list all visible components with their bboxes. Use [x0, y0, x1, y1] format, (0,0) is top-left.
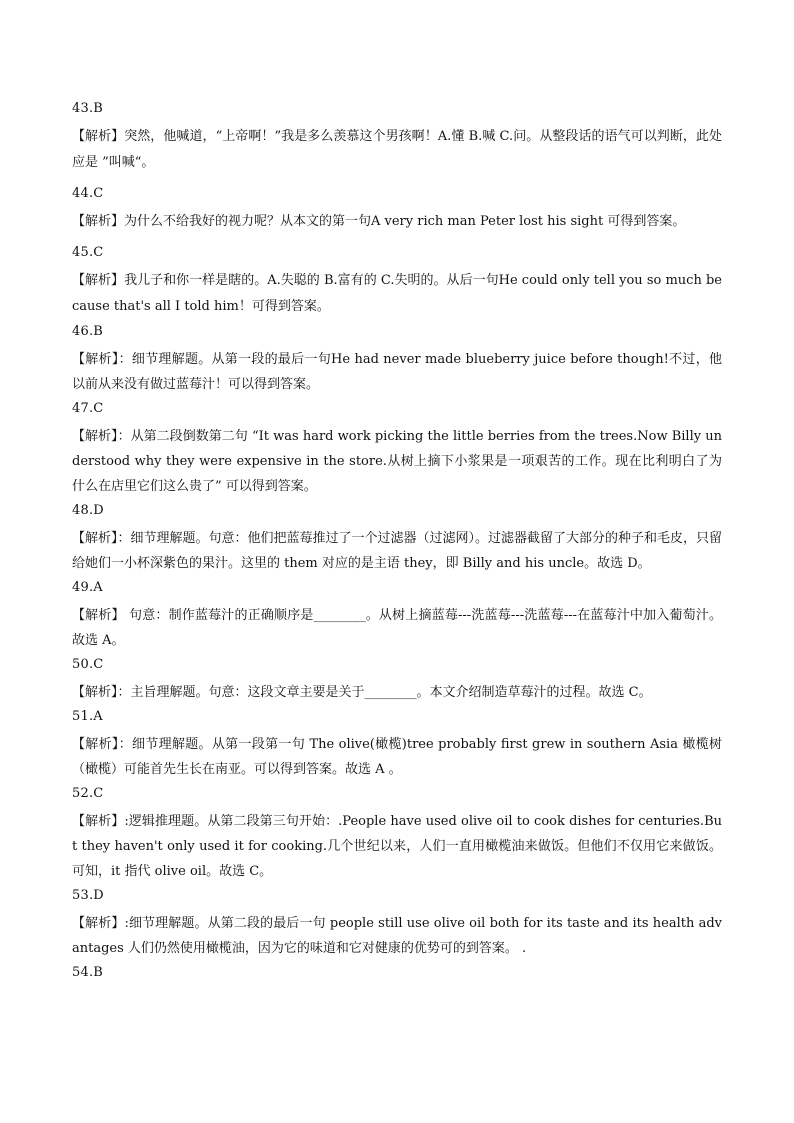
answer-explanation: 【解析】：从第二段倒数第二句 “It was hard work picking the little berries from the trees.Now Billy understood why they were expensive in the store.从树上摘下小浆果是一项艰苦的工作。现在比利明白了为什么在店里它们这么贵了” 可以得到答案。: [72, 429, 722, 494]
answer-number: 52.C: [72, 786, 104, 801]
answer-explanation: 【解析】：细节理解题。句意：他们把蓝莓推过了一个过滤器（过滤网）。过滤器截留了大部分的种子和毛皮，只留给她们一小杯深紫色的果汁。这里的 them 对应的是主语 they，即 Billy and his uncle。故选 D。: [72, 531, 723, 571]
answer-explanation: 【解析】为什么不给我好的视力呢？从本文的第一句A very rich man Peter lost his sight 可得到答案。: [72, 214, 686, 229]
answer-number: 51.A: [72, 709, 103, 724]
answer-entry-48: [72, 503, 722, 576]
answer-entry-54: [72, 965, 722, 981]
answer-entry-46: [72, 324, 722, 397]
answer-number: 46.B: [72, 324, 104, 339]
answer-entry-51: [72, 709, 722, 782]
answer-number: 53.D: [72, 888, 104, 903]
answer-explanation: 【解析】:逻辑推理题。从第二段第三句开始：.People have used olive oil to cook dishes for centuries.But they haven't only used it for cooking.几个世纪以来，人们一直用橄榄油来做饭。但他们不仅用它来做饭。可知，it 指代 olive oil。故选 C。: [72, 814, 722, 879]
answer-explanation: 【解析】：细节理解题。从第一段的最后一句He had never made blueberry juice before though!不过，他以前从来没有做过蓝莓汁！可以得到答案。: [72, 352, 722, 392]
answer-number: 45.C: [72, 245, 104, 260]
answer-explanation: 【解析】:细节理解题。从第二段的最后一句 people still use olive oil both for its taste and its health advantages 人们仍然使用橄榄油，因为它的味道和它对健康的优势可的到答案。 .: [72, 916, 722, 956]
answer-entry-49: [72, 580, 722, 653]
answer-explanation: 【解析】我儿子和你一样是瞎的。A.失聪的 B.富有的 C.失明的。从后一句He could only tell you so much because that's all I told him！可得到答案。: [72, 273, 722, 314]
answer-entry-44: [72, 186, 722, 235]
answer-explanation: 【解析】：细节理解题。从第一段第一句 The olive(橄榄)tree probably first grew in southern Asia 橄榄树（橄榄）可能首先生长在南亚。可以得到答案。故选 A 。: [72, 737, 722, 777]
answer-entry-52: [72, 786, 722, 884]
answer-number: 43.B: [72, 101, 104, 116]
answer-explanation: 【解析】突然，他喊道，“上帝啊！”我是多么羡慕这个男孩啊！A.懂 B.喊 C.问。从整段话的语气可以判断，此处应是 ”叫喊“。: [72, 129, 722, 170]
answer-number: 54.B: [72, 965, 104, 980]
answer-explanation: 【解析】 句意：制作蓝莓汁的正确顺序是________。从树上摘蓝莓---洗蓝莓---洗蓝莓---在蓝莓汁中加入葡萄汁。故选 A。: [72, 608, 722, 648]
answer-number: 50.C: [72, 657, 104, 672]
answer-number: 49.A: [72, 580, 103, 595]
answer-entry-53: [72, 888, 722, 961]
answer-entry-43: [72, 101, 722, 176]
answer-entry-47: [72, 401, 722, 499]
answer-number: 48.D: [72, 503, 104, 518]
answer-number: 47.C: [72, 401, 104, 416]
answer-entry-45: [72, 245, 722, 320]
answer-explanation: 【解析】：主旨理解题。句意：这段文章主要是关于________。本文介绍制造草莓汁的过程。故选 C。: [72, 685, 652, 700]
answer-entry-50: [72, 657, 722, 705]
answer-number: 44.C: [72, 186, 104, 201]
